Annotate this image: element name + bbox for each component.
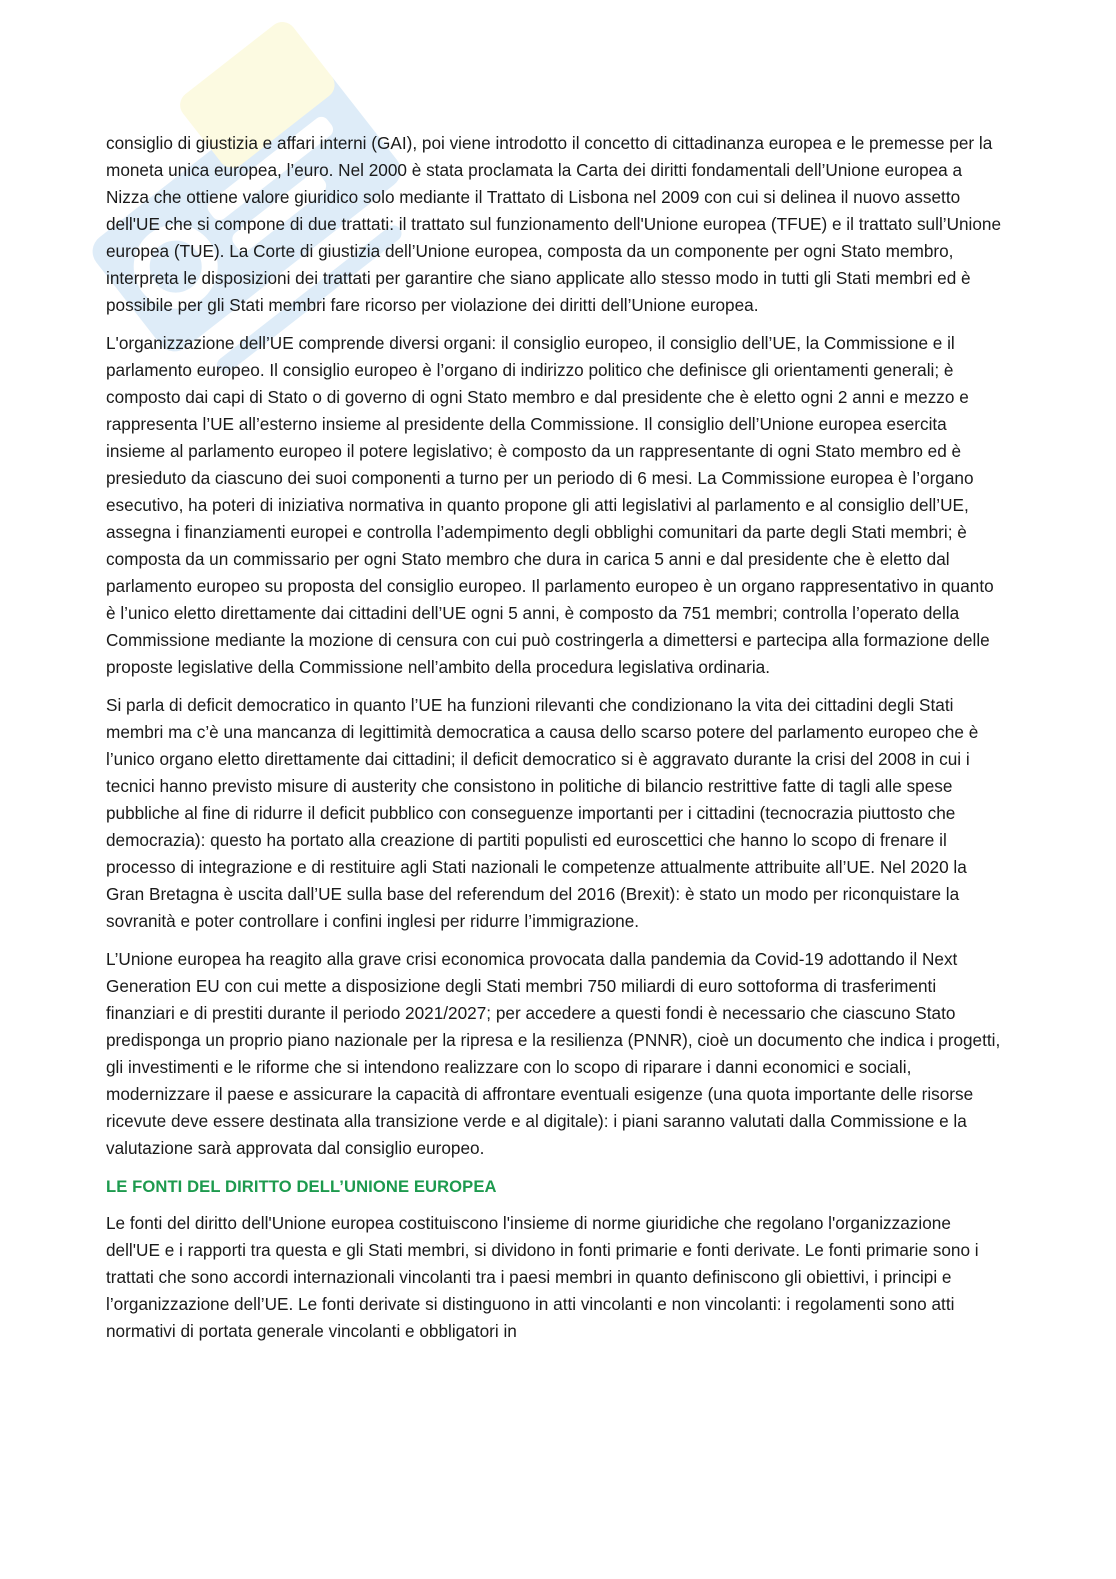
document-body bbox=[106, 130, 1006, 1356]
paragraph: L’Unione europea ha reagito alla grave crisi economica provocata dalla pandemia da Covid-19 adottando il Next Generation EU con cui mette a disposizione degli Stati membri 750 miliardi di euro sottoforma di trasferimenti finanziari e di prestiti durante il periodo 2021/2027; per accedere a questi fondi è necessario che ciascuno Stato predisponga un proprio piano nazionale per la ripresa e la resilienza (PNNR), cioè un documento che indica i progetti, gli investimenti e le riforme che si intendono realizzare con lo scopo di riparare i danni economici e sociali, modernizzare il paese e assicurare la capacità di affrontare eventuali esigenze (una quota importante delle risorse ricevute deve essere destinata alla transizione verde e al digitale): i piani saranno valutati dalla Commissione e la valutazione sarà approvata dal consiglio europeo. bbox=[106, 949, 1001, 1158]
section-heading: LE FONTI DEL DIRITTO DELL’UNIONE EUROPEA bbox=[106, 1177, 497, 1196]
paragraph: Le fonti del diritto dell'Unione europea costituiscono l'insieme di norme giuridiche che regolano l'organizzazione dell'UE e i rapporti tra questa e gli Stati membri, si dividono in fonti primarie e fonti derivate. Le fonti primarie sono i trattati che sono accordi internazionali vincolanti tra i paesi membri in quanto definiscono gli obiettivi, i principi e l’organizzazione dell’UE. Le fonti derivate si distinguono in atti vincolanti e non vincolanti: i regolamenti sono atti normativi di portata generale vincolanti e obbligatori in bbox=[106, 1213, 979, 1341]
paragraph: Si parla di deficit democratico in quanto l’UE ha funzioni rilevanti che condizionano la vita dei cittadini degli Stati membri ma c’è una mancanza di legittimità democratica a causa dello scarso potere del parlamento europeo che è l’unico organo eletto direttamente dai cittadini; il deficit democratico si è aggravato durante la crisi del 2008 in cui i tecnici hanno previsto misure di austerity che consistono in politiche di bilancio restrittive fatte di tagli alle spese pubbliche al fine di ridurre il deficit pubblico con conseguenze importanti per i cittadini (tecnocrazia piuttosto che democrazia): questo ha portato alla creazione di partiti populisti ed euroscettici che hanno lo scopo di frenare il processo di integrazione e di restituire agli Stati nazionali le competenze attualmente attribuite all’UE. Nel 2020 la Gran Bretagna è uscita dall’UE sulla base del referendum del 2016 (Brexit): è stato un modo per riconquistare la sovranità e poter controllare i confini inglesi per ridurre l’immigrazione. bbox=[106, 695, 979, 931]
paragraph: consiglio di giustizia e affari interni (GAI), poi viene introdotto il concetto di cittadinanza europea e le premesse per la moneta unica europea, l’euro. Nel 2000 è stata proclamata la Carta dei diritti fondamentali dell’Unione europea a Nizza che ottiene valore giuridico solo mediante il Trattato di Lisbona nel 2009 con cui si delinea il nuovo assetto dell'UE che si compone di due trattati: il trattato sul funzionamento dell'Unione europea (TFUE) e il trattato sull’Unione europea (TUE). La Corte di giustizia dell’Unione europea, composta da un componente per ogni Stato membro, interpreta le disposizioni dei trattati per garantire che siano applicate allo stesso modo in tutti gli Stati membri ed è possibile per gli Stati membri fare ricorso per violazione dei diritti dell’Unione europea. bbox=[106, 133, 1002, 315]
paragraph: L'organizzazione dell’UE comprende diversi organi: il consiglio europeo, il consiglio dell’UE, la Commissione e il parlamento europeo. Il consiglio europeo è l’organo di indirizzo politico che definisce gli orientamenti generali; è composto dai capi di Stato o di governo di ogni Stato membro e dal presidente che è eletto ogni 2 anni e mezzo e rappresenta l’UE all’esterno insieme al presidente della Commissione. Il consiglio dell’Unione europea esercita insieme al parlamento europeo il potere legislativo; è composto da un rappresentante di ogni Stato membro ed è presieduto da ciascuno dei suoi componenti a turno per un periodo di 6 mesi. La Commissione europea è l’organo esecutivo, ha poteri di iniziativa normativa in quanto propone gli atti legislativi al parlamento e al consiglio dell’UE, assegna i finanziamenti europei e controlla l’adempimento degli obblighi comunitari da parte degli Stati membri; è composta da un commissario per ogni Stato membro che dura in carica 5 anni e dal presidente che è eletto dal parlamento europeo su proposta del consiglio europeo. Il parlamento europeo è un organo rappresentativo in quanto è l’unico eletto direttamente dai cittadini dell’UE ogni 5 anni, è composto da 751 membri; controlla l’operato della Commissione mediante la mozione di censura con cui può costringerla a dimettersi e partecipa alla formazione delle proposte legislative della Commissione nell’ambito della procedura legislativa ordinaria. bbox=[106, 333, 994, 677]
